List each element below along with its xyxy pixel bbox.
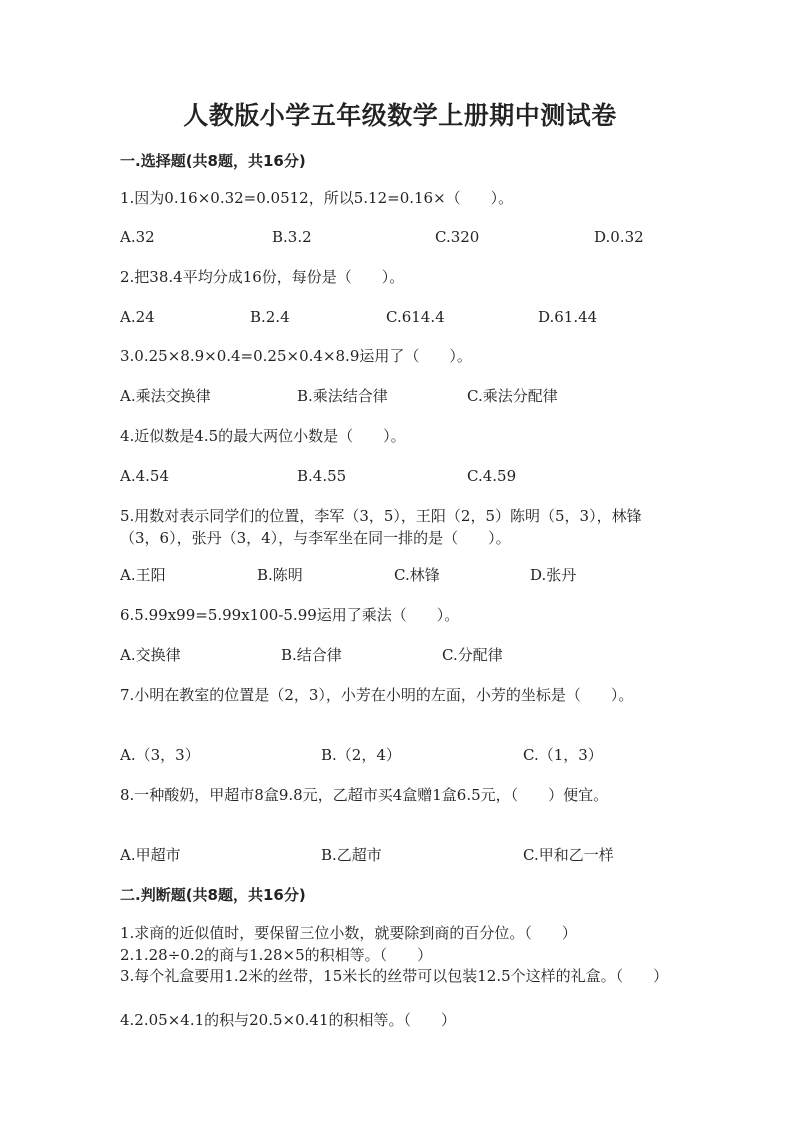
- question-7: 7.小明在教室的位置是（2，3），小芳在小明的左面，小芳的坐标是（ ）。: [120, 686, 634, 704]
- tf-item-4: 4.2.05×4.1的积与20.5×0.41的积相等。（ ）: [120, 1011, 456, 1029]
- option-a: A.4.54: [120, 467, 169, 485]
- section-header-choice: 一.选择题(共8题，共16分): [120, 152, 306, 170]
- option-c: C.林锋: [394, 566, 440, 584]
- tf-item-3: 3.每个礼盒要用1.2米的丝带，15米长的丝带可以包装12.5个这样的礼盒。（ ）: [120, 967, 669, 985]
- question-4: 4.近似数是4.5的最大两位小数是（ ）。: [120, 427, 406, 445]
- question-5: 5.用数对表示同学们的位置，李军（3，5），王阳（2，5）陈明（5，3），林锋（3，6），张丹（3，4），与李军坐在同一排的是（ ）。: [120, 507, 642, 547]
- option-b: B.2.4: [250, 308, 290, 326]
- question-1-options: [120, 226, 680, 248]
- page-title: 人教版小学五年级数学上册期中测试卷: [183, 101, 617, 130]
- option-a: A.24: [120, 308, 155, 326]
- question-4-options: [120, 465, 680, 487]
- option-c: C.乘法分配律: [467, 387, 558, 405]
- option-c: C.（1，3）: [523, 746, 603, 764]
- tf-item-2: 2.1.28÷0.2的商与1.28×5的积相等。（ ）: [120, 946, 433, 964]
- option-c: C.614.4: [386, 308, 445, 326]
- question-8-options: [120, 844, 680, 866]
- question-2-options: [120, 306, 680, 328]
- tf-item-1: 1.求商的近似值时，要保留三位小数，就要除到商的百分位。（ ）: [120, 924, 577, 942]
- option-b: B.（2，4）: [321, 746, 401, 764]
- question-3-options: [120, 385, 680, 407]
- question-5-options: [120, 564, 680, 586]
- option-b: B.结合律: [281, 646, 342, 664]
- option-a: A.王阳: [120, 566, 166, 584]
- option-d: D.61.44: [538, 308, 598, 326]
- option-d: D.0.32: [594, 228, 644, 246]
- question-8: 8.一种酸奶，甲超市8盒9.8元，乙超市买4盒赠1盒6.5元，（ ）便宜。: [120, 786, 609, 804]
- option-c: C.分配律: [442, 646, 503, 664]
- option-b: B.陈明: [257, 566, 303, 584]
- question-6: 6.5.99x99=5.99x100-5.99运用了乘法（ ）。: [120, 606, 460, 624]
- section-header-truefalse: 二.判断题(共8题，共16分): [120, 886, 306, 904]
- option-b: B.乙超市: [321, 846, 382, 864]
- option-d: D.张丹: [530, 566, 577, 584]
- option-c: C.4.59: [467, 467, 517, 485]
- question-3: 3.0.25×8.9×0.4=0.25×0.4×8.9运用了（ ）。: [120, 347, 472, 365]
- option-c: C.320: [435, 228, 480, 246]
- option-b: B.3.2: [272, 228, 312, 246]
- option-a: A.甲超市: [120, 846, 181, 864]
- option-a: A.32: [120, 228, 155, 246]
- option-b: B.4.55: [297, 467, 347, 485]
- question-6-options: [120, 644, 680, 666]
- option-a: A.乘法交换律: [120, 387, 211, 405]
- question-7-options: [120, 744, 680, 766]
- question-2: 2.把38.4平均分成16份，每份是（ ）。: [120, 268, 405, 286]
- option-b: B.乘法结合律: [297, 387, 388, 405]
- option-c: C.甲和乙一样: [523, 846, 614, 864]
- option-a: A.交换律: [120, 646, 181, 664]
- question-1: 1.因为0.16×0.32=0.0512，所以5.12=0.16×（ ）。: [120, 189, 514, 207]
- option-a: A.（3，3）: [120, 746, 200, 764]
